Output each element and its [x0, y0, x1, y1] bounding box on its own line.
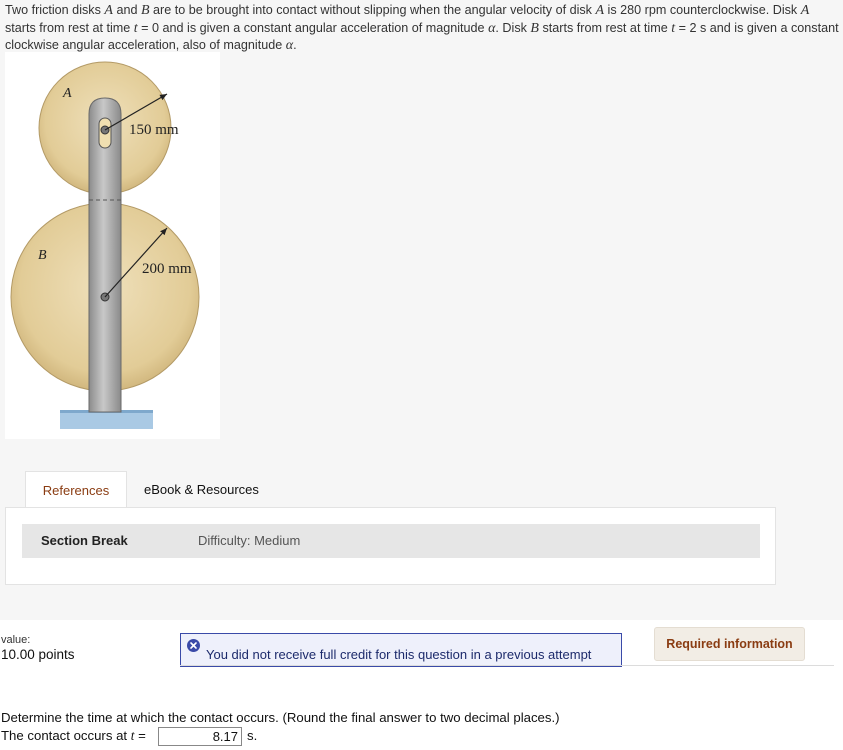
notice-text: You did not receive full credit for this question in a previous attempt [206, 647, 592, 662]
required-information-button[interactable]: Required information [654, 627, 805, 661]
radius-b-label: 200 mm [142, 261, 192, 277]
disk-b-label: B [38, 248, 47, 263]
divider [180, 665, 834, 666]
partial-credit-notice [180, 633, 622, 667]
question-prompt: Determine the time at which the contact occurs. (Round the final answer to two decimal places.) [1, 710, 560, 725]
answer-prefix: The contact occurs at t = [1, 728, 146, 743]
value-label: value: [1, 634, 31, 646]
tab-references[interactable]: References [25, 471, 127, 509]
disk-a-label: A [63, 86, 72, 101]
answer-unit: s. [247, 728, 258, 743]
problem-statement: Two friction disks A and B are to be brought into contact without slipping when the angular velocity of disk A is 280 rpm counterclockwise. Disk A starts from rest at time t = 0 and is given a constant angular acceleration of magnitude α. Disk B starts from rest at time t = 2 s and is given a constant clockwise angular acceleration, also of magnitude α. [5, 3, 839, 53]
friction-disks-figure [5, 52, 220, 439]
section-break-bar [22, 524, 760, 558]
references-panel [5, 507, 776, 585]
x-circle-icon [187, 639, 200, 652]
difficulty-label: Difficulty: Medium [198, 533, 301, 548]
tab-ebook-resources[interactable]: eBook & Resources [144, 482, 259, 497]
section-break-title: Section Break [41, 533, 128, 548]
radius-a-label: 150 mm [129, 122, 179, 138]
points-value: 10.00 points [1, 647, 75, 662]
answer-input[interactable] [158, 727, 242, 746]
